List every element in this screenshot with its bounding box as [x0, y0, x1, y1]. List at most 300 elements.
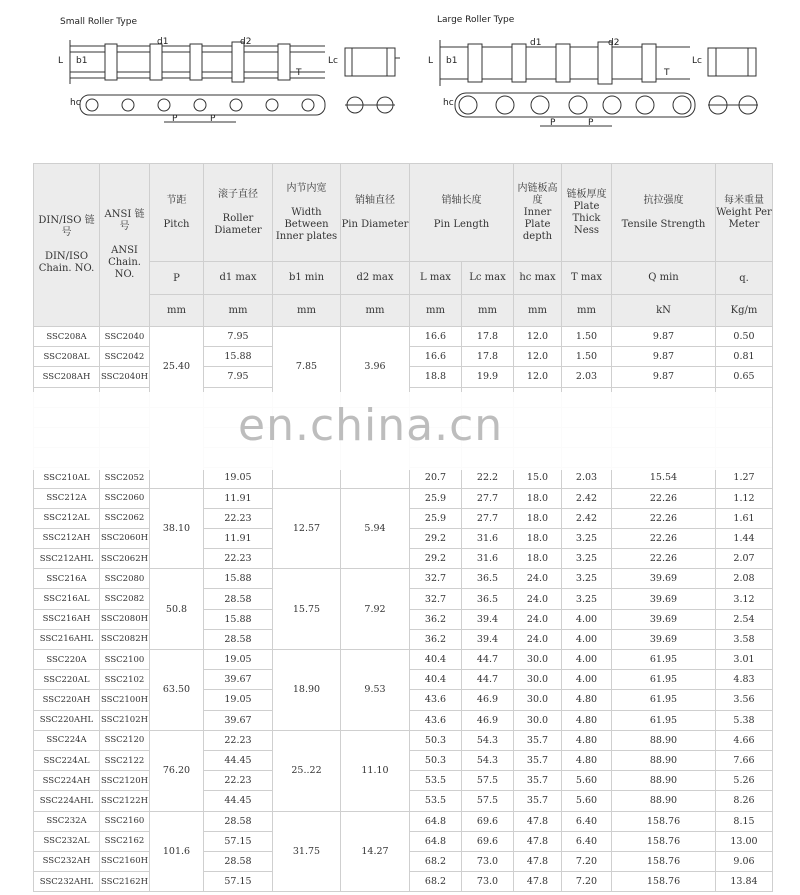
table-cell: 9.87 — [612, 327, 716, 347]
table-cell: SSC208A — [34, 327, 100, 347]
table-cell: 39.67 — [204, 710, 273, 730]
table-cell: 88.90 — [612, 771, 716, 791]
dim-t-small: T — [296, 68, 302, 78]
table-cell: 1.12 — [716, 488, 773, 508]
table-cell: 18.8 — [410, 367, 462, 387]
table-cell: 158.76 — [612, 831, 716, 851]
header-pin: 销轴直径 Pin Diameter — [341, 164, 410, 262]
dim-d1-large: d1 — [530, 38, 542, 48]
table-cell: 27.7 — [462, 508, 514, 528]
table-cell: 7.95 — [204, 367, 273, 387]
table-cell: 0.81 — [716, 347, 773, 367]
chain-drawing — [0, 0, 800, 160]
table-cell: 68.2 — [410, 872, 462, 892]
table-cell: 31.75 — [273, 811, 341, 892]
table-cell: 22.23 — [204, 508, 273, 528]
header-ansi: ANSI 链号 ANSI Chain. NO. — [100, 164, 150, 327]
table-cell: 61.95 — [612, 670, 716, 690]
table-cell: 158.76 — [612, 872, 716, 892]
header-pin-length: 销轴长度 Pin Length — [410, 164, 514, 262]
table-cell: 43.6 — [410, 710, 462, 730]
sym-l: L max — [410, 262, 462, 295]
table-cell: 7.20 — [562, 851, 612, 871]
sym-tensile: Q min — [612, 262, 716, 295]
table-cell: 68.2 — [410, 851, 462, 871]
table-cell: SSC2060H — [100, 528, 150, 548]
table-cell: 3.25 — [562, 569, 612, 589]
table-cell: 3.58 — [716, 629, 773, 649]
header-roller: 滚子直径 Roller Diameter — [204, 164, 273, 262]
table-cell: 50.3 — [410, 730, 462, 750]
table-cell: 30.0 — [514, 690, 562, 710]
table-cell: 3.01 — [716, 650, 773, 670]
table-cell: 27.7 — [462, 488, 514, 508]
table-cell: 3.12 — [716, 589, 773, 609]
table-cell: 50.3 — [410, 750, 462, 770]
table-cell: 39.4 — [462, 629, 514, 649]
table-cell: 22.26 — [612, 549, 716, 569]
table-cell: 5.26 — [716, 771, 773, 791]
table-cell: 31.6 — [462, 549, 514, 569]
table-cell: 16.6 — [410, 347, 462, 367]
dim-p1-large: P — [550, 118, 556, 128]
sym-width: b1 min — [273, 262, 341, 295]
table-row — [34, 327, 773, 347]
sym-roller: d1 max — [204, 262, 273, 295]
table-cell: 39.4 — [462, 609, 514, 629]
table-cell: 73.0 — [462, 851, 514, 871]
table-row — [34, 730, 773, 750]
table-cell: 12.0 — [514, 367, 562, 387]
table-cell: 7.66 — [716, 750, 773, 770]
table-cell: 19.9 — [462, 367, 514, 387]
table-cell: 76.20 — [150, 730, 204, 811]
small-roller-title: Small Roller Type — [60, 17, 137, 27]
table-cell: 35.7 — [514, 791, 562, 811]
table-row — [34, 569, 773, 589]
table-cell: 5.60 — [562, 791, 612, 811]
table-cell: 7.92 — [341, 569, 410, 650]
table-cell: 101.6 — [150, 811, 204, 892]
table-cell: 36.5 — [462, 569, 514, 589]
table-cell: 13.00 — [716, 831, 773, 851]
table-cell: 7.85 — [273, 327, 341, 408]
table-cell: 4.00 — [562, 650, 612, 670]
table-cell: SSC232AL — [34, 831, 100, 851]
table-cell: 54.3 — [462, 730, 514, 750]
small-chain-end-view — [345, 48, 400, 76]
table-cell: 3.25 — [562, 549, 612, 569]
dim-p2-small: P — [210, 114, 216, 124]
unit-pin: mm — [341, 295, 410, 327]
table-cell: 4.80 — [562, 730, 612, 750]
table-cell: 8.26 — [716, 791, 773, 811]
table-cell: 57.15 — [204, 831, 273, 851]
table-cell: 9.87 — [612, 367, 716, 387]
table-cell: 64.8 — [410, 831, 462, 851]
table-cell: 57.5 — [462, 791, 514, 811]
table-cell: 17.8 — [462, 327, 514, 347]
table-cell: 18.0 — [514, 508, 562, 528]
header-tensile: 抗拉强度 Tensile Strength — [612, 164, 716, 262]
table-cell: SSC216AHL — [34, 629, 100, 649]
table-cell: 2.42 — [562, 488, 612, 508]
small-chain-side-view — [80, 95, 325, 122]
table-cell: SSC212AL — [34, 508, 100, 528]
table-cell: 28.58 — [204, 851, 273, 871]
table-cell: 44.7 — [462, 670, 514, 690]
table-cell: SSC208AH — [34, 367, 100, 387]
dim-b1-large: b1 — [446, 56, 458, 66]
dim-p1-small: P — [172, 114, 178, 124]
table-cell: 15.54 — [612, 468, 716, 488]
table-cell: 4.83 — [716, 670, 773, 690]
table-cell: 35.7 — [514, 771, 562, 791]
large-chain-end-view — [708, 48, 756, 76]
table-cell: 2.54 — [716, 609, 773, 629]
dim-b1-small: b1 — [76, 56, 88, 66]
table-cell: 15.75 — [273, 569, 341, 650]
unit-weight: Kg/m — [716, 295, 773, 327]
table-cell: 61.95 — [612, 650, 716, 670]
table-cell: 4.00 — [562, 629, 612, 649]
header-width: 内节内宽 Width Between Inner plates — [273, 164, 341, 262]
table-cell: 69.6 — [462, 811, 514, 831]
table-cell: 47.8 — [514, 872, 562, 892]
table-cell: 18.90 — [273, 650, 341, 731]
table-cell: SSC2062H — [100, 549, 150, 569]
table-cell: SSC2122 — [100, 750, 150, 770]
table-cell: 6.40 — [562, 811, 612, 831]
table-cell: 53.5 — [410, 791, 462, 811]
table-cell: 1.27 — [716, 468, 773, 488]
table-row — [34, 650, 773, 670]
unit-roller: mm — [204, 295, 273, 327]
dim-d2-large: d2 — [608, 38, 620, 48]
table-cell: SSC210AL — [34, 468, 100, 488]
table-cell: 22.23 — [204, 549, 273, 569]
table-cell: SSC224AHL — [34, 791, 100, 811]
table-cell: SSC2120H — [100, 771, 150, 791]
watermark-text: en.china.cn — [238, 400, 504, 451]
table-cell: 22.26 — [612, 508, 716, 528]
dim-hc-small: hc — [70, 98, 81, 108]
table-cell: SSC2100H — [100, 690, 150, 710]
table-cell: 3.96 — [341, 327, 410, 408]
table-cell: SSC212A — [34, 488, 100, 508]
large-chain-side-end — [708, 96, 758, 114]
dim-lc-small: Lc — [328, 56, 338, 66]
table-cell: 46.9 — [462, 710, 514, 730]
table-cell: 22.23 — [204, 771, 273, 791]
table-cell: SSC2160H — [100, 851, 150, 871]
table-cell: 35.7 — [514, 730, 562, 750]
table-cell: 24.0 — [514, 629, 562, 649]
table-cell: 25..22 — [273, 730, 341, 811]
sym-pin: d2 max — [341, 262, 410, 295]
unit-depth: mm — [514, 295, 562, 327]
table-cell: 25.40 — [150, 327, 204, 408]
dim-d2-small: d2 — [240, 37, 252, 47]
table-cell: SSC216A — [34, 569, 100, 589]
table-cell: 35.7 — [514, 750, 562, 770]
large-chain-top-view — [440, 40, 690, 86]
header-thick: 链板厚度 Plate Thick Ness — [562, 164, 612, 262]
table-cell: 5.38 — [716, 710, 773, 730]
table-cell: 57.15 — [204, 872, 273, 892]
table-cell: 12.0 — [514, 327, 562, 347]
table-cell: 3.56 — [716, 690, 773, 710]
table-cell: 32.7 — [410, 589, 462, 609]
table-cell: SSC2080H — [100, 609, 150, 629]
small-chain-top-view — [70, 40, 325, 84]
table-cell: 30.0 — [514, 710, 562, 730]
table-cell: 47.8 — [514, 831, 562, 851]
table-cell: 39.69 — [612, 629, 716, 649]
table-cell: 38.10 — [150, 488, 204, 569]
sym-lc: Lc max — [462, 262, 514, 295]
table-cell: SSC216AH — [34, 609, 100, 629]
table-cell: 9.53 — [341, 650, 410, 731]
table-cell: 4.66 — [716, 730, 773, 750]
table-cell: 54.3 — [462, 750, 514, 770]
table-cell: 1.50 — [562, 347, 612, 367]
table-cell: 22.23 — [204, 730, 273, 750]
table-cell: SSC2060 — [100, 488, 150, 508]
table-cell: 18.0 — [514, 528, 562, 548]
table-cell: 14.27 — [341, 811, 410, 892]
table-cell: 16.6 — [410, 327, 462, 347]
table-cell: 22.26 — [612, 488, 716, 508]
dim-t-large: T — [664, 68, 670, 78]
sym-depth: hc max — [514, 262, 562, 295]
table-cell: 12.0 — [514, 347, 562, 367]
table-cell: SSC212AHL — [34, 549, 100, 569]
table-cell: 9.87 — [612, 347, 716, 367]
table-cell: 2.42 — [562, 508, 612, 528]
table-cell: SSC220AL — [34, 670, 100, 690]
table-cell: 2.03 — [562, 367, 612, 387]
table-cell: 4.00 — [562, 609, 612, 629]
table-cell: 7.95 — [204, 327, 273, 347]
unit-width: mm — [273, 295, 341, 327]
table-cell: 1.44 — [716, 528, 773, 548]
table-cell: 19.05 — [204, 468, 273, 488]
table-cell: 158.76 — [612, 851, 716, 871]
table-cell: SSC232AHL — [34, 872, 100, 892]
table-cell: SSC220AH — [34, 690, 100, 710]
table-cell: 19.05 — [204, 690, 273, 710]
table-cell: SSC220AHL — [34, 710, 100, 730]
table-cell: 39.69 — [612, 589, 716, 609]
table-cell: SSC216AL — [34, 589, 100, 609]
table-cell: 0.65 — [716, 367, 773, 387]
table-cell: 44.45 — [204, 750, 273, 770]
table-cell: SSC2062 — [100, 508, 150, 528]
table-cell: 69.6 — [462, 831, 514, 851]
table-cell: 6.40 — [562, 831, 612, 851]
table-cell: SSC2082H — [100, 629, 150, 649]
table-cell: 39.67 — [204, 670, 273, 690]
table-cell: SSC2040H — [100, 367, 150, 387]
table-cell: 31.6 — [462, 528, 514, 548]
table-cell: SSC2102 — [100, 670, 150, 690]
table-row — [34, 811, 773, 831]
table-cell: SSC224AL — [34, 750, 100, 770]
table-cell: 2.08 — [716, 569, 773, 589]
table-cell: SSC2162 — [100, 831, 150, 851]
table-cell: 3.25 — [562, 589, 612, 609]
table-cell: 18.0 — [514, 549, 562, 569]
table-cell: 12.57 — [273, 488, 341, 569]
table-cell: 13.84 — [716, 872, 773, 892]
table-cell: 28.58 — [204, 629, 273, 649]
table-cell: 28.58 — [204, 811, 273, 831]
table-cell: 32.7 — [410, 569, 462, 589]
dim-lc-large: Lc — [692, 56, 702, 66]
table-cell: SSC224AH — [34, 771, 100, 791]
table-cell: 17.8 — [462, 347, 514, 367]
table-cell: 47.8 — [514, 851, 562, 871]
table-cell: 7.20 — [562, 872, 612, 892]
table-cell: 11.10 — [341, 730, 410, 811]
table-cell: 63.50 — [150, 650, 204, 731]
table-cell: 61.95 — [612, 710, 716, 730]
table-cell: SSC2040 — [100, 327, 150, 347]
table-cell: 8.15 — [716, 811, 773, 831]
table-cell: 22.2 — [462, 468, 514, 488]
table-cell: 57.5 — [462, 771, 514, 791]
table-cell: 15.88 — [204, 609, 273, 629]
unit-lc: mm — [462, 295, 514, 327]
table-cell: 25.9 — [410, 488, 462, 508]
small-chain-side-end — [345, 97, 395, 113]
table-cell: SSC232AH — [34, 851, 100, 871]
dim-l-small: L — [58, 56, 64, 66]
table-cell: 28.58 — [204, 589, 273, 609]
table-cell: 4.80 — [562, 690, 612, 710]
table-cell: SSC2102H — [100, 710, 150, 730]
table-cell: 44.7 — [462, 650, 514, 670]
table-cell: SSC2162H — [100, 872, 150, 892]
table-cell: SSC2120 — [100, 730, 150, 750]
table-cell: SSC220A — [34, 650, 100, 670]
sym-pitch: P — [150, 262, 204, 295]
header-din: DIN/ISO 链号 DIN/ISO Chain. NO. — [34, 164, 100, 327]
large-roller-title: Large Roller Type — [437, 15, 515, 25]
table-cell: 50.8 — [150, 569, 204, 650]
table-cell: SSC2100 — [100, 650, 150, 670]
unit-thick: mm — [562, 295, 612, 327]
sym-thick: T max — [562, 262, 612, 295]
table-cell: 1.50 — [562, 327, 612, 347]
table-cell: 30.0 — [514, 650, 562, 670]
table-cell: 19.05 — [204, 650, 273, 670]
table-cell: 36.2 — [410, 629, 462, 649]
table-cell: 64.8 — [410, 811, 462, 831]
table-cell: 46.9 — [462, 690, 514, 710]
table-cell: 30.0 — [514, 670, 562, 690]
table-cell: 47.8 — [514, 811, 562, 831]
table-cell: 25.9 — [410, 508, 462, 528]
table-cell: SSC2042 — [100, 347, 150, 367]
table-cell: 44.45 — [204, 791, 273, 811]
table-cell: 15.88 — [204, 347, 273, 367]
table-cell: 20.7 — [410, 468, 462, 488]
table-cell: 1.61 — [716, 508, 773, 528]
table-cell: 88.90 — [612, 750, 716, 770]
table-cell: 4.80 — [562, 750, 612, 770]
table-cell: 18.0 — [514, 488, 562, 508]
table-cell: 43.6 — [410, 690, 462, 710]
table-cell: 3.25 — [562, 528, 612, 548]
table-cell: 24.0 — [514, 589, 562, 609]
dim-l-large: L — [428, 56, 434, 66]
table-cell: 158.76 — [612, 811, 716, 831]
dim-p2-large: P — [588, 118, 594, 128]
table-cell: 39.69 — [612, 569, 716, 589]
table-row — [34, 488, 773, 508]
table-cell: 73.0 — [462, 872, 514, 892]
table-cell: 11.91 — [204, 528, 273, 548]
table-cell: 5.94 — [341, 488, 410, 569]
chain-spec-table — [33, 163, 773, 892]
table-cell: 11.91 — [204, 488, 273, 508]
table-cell: 88.90 — [612, 791, 716, 811]
table-cell: SSC208AL — [34, 347, 100, 367]
table-cell: SSC224A — [34, 730, 100, 750]
table-cell: 40.4 — [410, 670, 462, 690]
table-cell: SSC212AH — [34, 528, 100, 548]
table-cell: 0.50 — [716, 327, 773, 347]
table-cell: 5.60 — [562, 771, 612, 791]
table-cell: 36.5 — [462, 589, 514, 609]
unit-tensile: kN — [612, 295, 716, 327]
header-pitch: 节距 Pitch — [150, 164, 204, 262]
sym-weight: q. — [716, 262, 773, 295]
table-cell: 15.0 — [514, 468, 562, 488]
header-weight: 每米重量 Weight Per Meter — [716, 164, 773, 262]
chain-diagrams — [0, 0, 800, 160]
table-cell: 4.00 — [562, 670, 612, 690]
dim-d1-small: d1 — [157, 37, 169, 47]
table-cell: 29.2 — [410, 528, 462, 548]
table-cell: 24.0 — [514, 569, 562, 589]
table-cell: 39.69 — [612, 609, 716, 629]
table-cell: 24.0 — [514, 609, 562, 629]
table-cell: 15.88 — [204, 569, 273, 589]
header-depth: 内链板高度 Inner Plate depth — [514, 164, 562, 262]
large-chain-side-view — [455, 93, 695, 126]
table-cell: 61.95 — [612, 690, 716, 710]
table-cell: 2.03 — [562, 468, 612, 488]
table-cell: SSC2160 — [100, 811, 150, 831]
table-cell: SSC2052 — [100, 468, 150, 488]
table-cell: 22.26 — [612, 528, 716, 548]
table-cell: 88.90 — [612, 730, 716, 750]
table-cell: SSC232A — [34, 811, 100, 831]
unit-pitch: mm — [150, 295, 204, 327]
table-cell: 40.4 — [410, 650, 462, 670]
table-cell: 36.2 — [410, 609, 462, 629]
table-cell: 2.07 — [716, 549, 773, 569]
table-cell: 53.5 — [410, 771, 462, 791]
table-cell: 4.80 — [562, 710, 612, 730]
dim-hc-large: hc — [443, 98, 454, 108]
table-cell: 29.2 — [410, 549, 462, 569]
table-cell: SSC2122H — [100, 791, 150, 811]
unit-l: mm — [410, 295, 462, 327]
